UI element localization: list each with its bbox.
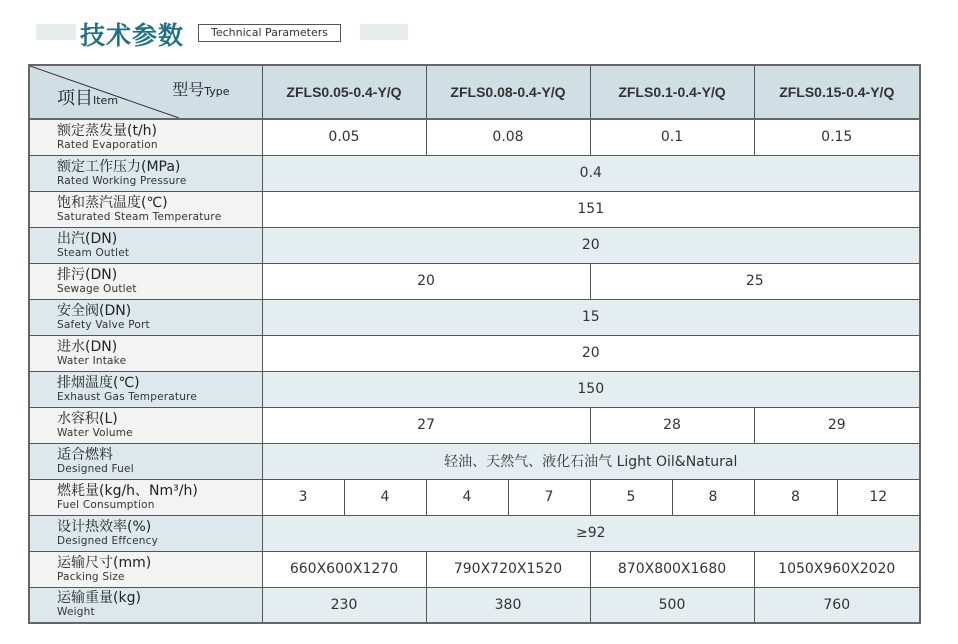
value-cell: 轻油、天然气、液化石油气 Light Oil&Natural: [262, 443, 920, 479]
section-heading: [0, 14, 958, 54]
table-row: [29, 227, 920, 263]
table-row: [29, 551, 920, 587]
row-label: 运输尺寸(mm) Packing Size: [29, 551, 262, 587]
table-row: [29, 479, 920, 515]
value-cell: 500: [590, 587, 754, 623]
value-cell: 20: [262, 227, 920, 263]
row-label: 进水(DN) Water Intake: [29, 335, 262, 371]
value-cell: 12: [837, 479, 920, 515]
value-cell: 790X720X1520: [426, 551, 590, 587]
value-cell: 8: [672, 479, 754, 515]
table-header-row: [29, 65, 920, 119]
value-cell: 380: [426, 587, 590, 623]
model-header: ZFLS0.05-0.4-Y/Q: [262, 65, 426, 119]
table-row: [29, 515, 920, 551]
row-label: 运输重量(kg) Weight: [29, 587, 262, 623]
value-cell: 28: [590, 407, 754, 443]
value-cell: 4: [344, 479, 426, 515]
heading-bar-left: [36, 24, 76, 40]
value-cell: 0.05: [262, 119, 426, 155]
table-row: [29, 335, 920, 371]
model-header: ZFLS0.15-0.4-Y/Q: [754, 65, 920, 119]
table-row: [29, 443, 920, 479]
value-cell: 15: [262, 299, 920, 335]
row-label: 排污(DN) Sewage Outlet: [29, 263, 262, 299]
row-label: 适合燃料 Designed Fuel: [29, 443, 262, 479]
value-cell: 29: [754, 407, 920, 443]
value-cell: 4: [426, 479, 508, 515]
corner-cell: [29, 65, 262, 119]
value-cell: 0.15: [754, 119, 920, 155]
value-cell: 1050X960X2020: [754, 551, 920, 587]
value-cell: 0.08: [426, 119, 590, 155]
table-row: [29, 191, 920, 227]
table-row: [29, 155, 920, 191]
value-cell: 870X800X1680: [590, 551, 754, 587]
table-row: [29, 371, 920, 407]
heading-bar-right: [360, 24, 408, 40]
value-cell: 3: [262, 479, 344, 515]
value-cell: 27: [262, 407, 590, 443]
row-label: 燃耗量(kg/h、Nm³/h) Fuel Consumption: [29, 479, 262, 515]
value-cell: 0.4: [262, 155, 920, 191]
row-label: 排烟温度(℃) Exhaust Gas Temperature: [29, 371, 262, 407]
corner-type-label: 型号Type: [172, 80, 230, 99]
table-row: [29, 299, 920, 335]
row-label: 水容积(L) Water Volume: [29, 407, 262, 443]
model-header: ZFLS0.1-0.4-Y/Q: [590, 65, 754, 119]
row-label: 饱和蒸汽温度(℃) Saturated Steam Temperature: [29, 191, 262, 227]
value-cell: 7: [508, 479, 590, 515]
row-label: 设计热效率(%) Designed Effcency: [29, 515, 262, 551]
heading-subtitle: Technical Parameters: [198, 24, 341, 42]
value-cell: 660X600X1270: [262, 551, 426, 587]
table-row: [29, 407, 920, 443]
value-cell: 230: [262, 587, 426, 623]
parameters-table: [28, 64, 921, 624]
row-label: 安全阀(DN) Safety Valve Port: [29, 299, 262, 335]
value-cell: 150: [262, 371, 920, 407]
table-row: [29, 587, 920, 623]
value-cell: ≥92: [262, 515, 920, 551]
model-header: ZFLS0.08-0.4-Y/Q: [426, 65, 590, 119]
value-cell: 0.1: [590, 119, 754, 155]
corner-item-label: 项目Item: [57, 88, 119, 109]
row-label: 额定蒸发量(t/h) Rated Evaporation: [29, 119, 262, 155]
value-cell: 5: [590, 479, 672, 515]
table-row: [29, 263, 920, 299]
row-label: 出汽(DN) Steam Outlet: [29, 227, 262, 263]
row-label: 额定工作压力(MPa) Rated Working Pressure: [29, 155, 262, 191]
value-cell: 8: [754, 479, 837, 515]
value-cell: 25: [590, 263, 920, 299]
value-cell: 20: [262, 335, 920, 371]
value-cell: 20: [262, 263, 590, 299]
table-row: [29, 119, 920, 155]
value-cell: 151: [262, 191, 920, 227]
value-cell: 760: [754, 587, 920, 623]
heading-title: 技术参数: [80, 21, 185, 50]
